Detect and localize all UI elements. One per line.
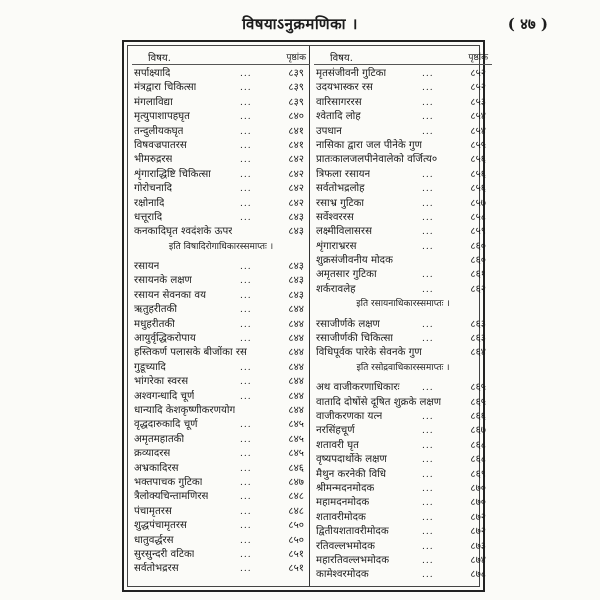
entry-title: अथ वाजीकरणाधिकारः (316, 382, 400, 394)
index-entry (132, 390, 310, 404)
index-entry (132, 534, 310, 548)
entry-title: धत्तूरादि (134, 211, 163, 223)
left-column (132, 48, 310, 577)
entry-page-number: ८५६ (470, 154, 486, 166)
index-entry (314, 168, 492, 182)
index-entry (314, 225, 492, 239)
entry-page-number: ८४३ (288, 275, 304, 287)
entry-page-number: ८५० (288, 520, 304, 532)
index-entry (314, 482, 492, 496)
entry-title: गोरोचनादि (134, 183, 172, 195)
entry-leader-dots: ... (240, 112, 252, 123)
entry-page-number: ८४१ (288, 139, 304, 151)
entry-page-number: ८५२ (470, 68, 486, 79)
entry-title: शतावरीमोदक (316, 511, 366, 523)
index-entry (132, 404, 310, 418)
entry-leader-dots: ... (422, 411, 434, 422)
entry-title: मैथुन करनेकी विधि (316, 468, 387, 480)
entry-page-number: ८४३ (288, 211, 304, 223)
entry-page-number: ८६९ (470, 468, 486, 480)
entry-leader-dots: ... (422, 184, 434, 195)
index-entry (314, 125, 492, 139)
entry-page-number: ८६७ (470, 425, 486, 437)
entry-title: प्रातःकालजलपीनेवालेको वर्जित्य० (316, 154, 438, 166)
entry-title: विधिपूर्वक पारेके सेवनके गुण (316, 347, 422, 359)
index-entry (314, 396, 492, 410)
entry-leader-dots: ... (240, 319, 252, 330)
entry-leader-dots: ... (240, 169, 252, 180)
entry-page-number: ८७० (470, 497, 486, 509)
entry-title: कनकादिघृत श्वदंशके ऊपर (134, 226, 233, 238)
section-end-text: इति विषादिरोगाधिकारस्समाप्तः । (168, 241, 274, 252)
entry-title: धातुवर्द्धरस (134, 534, 174, 546)
entry-page-number: ८४५ (288, 419, 304, 431)
index-entry (314, 346, 492, 360)
entry-page-number: ८५९ (470, 226, 486, 238)
entry-title: द्वितीयशतावरीमोदक (316, 526, 389, 538)
index-entry (314, 410, 492, 424)
entry-title: शतावरी घृत (316, 439, 359, 451)
entry-page-number: ८५१ (288, 548, 304, 560)
index-entry (132, 332, 310, 346)
entry-leader-dots: ... (422, 334, 434, 345)
entry-leader-dots: ... (422, 198, 434, 209)
index-entry (132, 447, 310, 461)
entry-leader-dots: ... (240, 140, 252, 151)
entry-title: सर्वतोभद्रलोह (316, 183, 365, 195)
index-entry (314, 424, 492, 438)
right-column (314, 48, 492, 583)
subject-header: विषय. (330, 53, 353, 64)
entry-title: भक्तपाचक गुटिका (134, 476, 203, 488)
entry-page-number: ८५६ (470, 183, 486, 195)
index-entry (132, 139, 310, 153)
entry-page-number: ८४२ (288, 197, 304, 209)
entry-page-number: ८४७ (288, 476, 304, 488)
entry-title: उदयभास्कर रस (316, 82, 373, 94)
entry-page-number: ८५७ (470, 197, 486, 209)
entry-leader-dots: ... (240, 212, 252, 223)
index-entry (314, 283, 492, 297)
entry-leader-dots: ... (422, 284, 434, 295)
entry-title: मंत्रद्वारा चिकित्सा (134, 82, 197, 94)
index-entry (132, 462, 310, 476)
entry-leader-dots: ... (240, 198, 252, 209)
index-entry (314, 81, 492, 95)
entry-title: मृत्युपाशापहघृत (134, 111, 190, 123)
column-header (314, 48, 492, 65)
entry-title: त्रिफला रसायन (316, 168, 371, 180)
entry-page-number: ८४८ (288, 505, 304, 517)
entry-leader-dots: ... (422, 469, 434, 480)
index-entry (132, 67, 310, 81)
entry-page-number: ८५४ (470, 111, 486, 123)
entry-page-number: ८६६ (470, 410, 486, 422)
entry-page-number: ८४० (288, 111, 304, 123)
entry-page-number: ८५० (288, 534, 304, 546)
entry-page-number: ८४५ (288, 448, 304, 460)
index-entry (314, 496, 492, 510)
column-header (132, 48, 310, 65)
entry-title: हस्तिकर्ण पलासके बीजोंका रस (134, 347, 247, 359)
entry-title: वातादि दोषोंसे दूषित शुक्रके लक्षण (316, 396, 442, 408)
entry-leader-dots: ... (240, 69, 252, 79)
entry-page-number: ८४३ (288, 226, 304, 238)
page-header (0, 14, 600, 36)
index-entry (314, 139, 492, 153)
index-entry (314, 240, 492, 254)
entry-title: सर्पाक्ष्यादि (134, 68, 171, 79)
section-end-text: इति रसायनाधिकारस्समाप्तः । (356, 299, 450, 310)
index-entry (132, 505, 310, 519)
entry-page-number: ८४४ (288, 304, 304, 316)
index-entry (132, 96, 310, 110)
index-entry (132, 548, 310, 562)
index-entry (132, 433, 310, 447)
index-entry (132, 110, 310, 124)
entry-title: महामदनमोदक (316, 497, 370, 509)
entry-leader-dots: ... (422, 527, 434, 538)
entry-page-number: ८६३ (470, 318, 486, 330)
entry-leader-dots: ... (240, 549, 252, 560)
index-entry (314, 511, 492, 525)
entry-title: लक्ष्मीविलासरस (316, 226, 372, 238)
entry-leader-dots: ... (422, 483, 434, 494)
index-table (122, 40, 488, 592)
entry-title: महारतिवल्लभमोदक (316, 554, 390, 566)
entry-title: सर्वेश्वररस (316, 211, 354, 223)
entry-page-number: ८६५ (470, 382, 486, 394)
index-entry (314, 211, 492, 225)
entry-page-number: ८६० (470, 255, 486, 267)
section-end-note (132, 240, 310, 254)
entry-title: मृतसंजीवनी गुटिका (316, 68, 387, 79)
entry-title: शृंगाराभ्ररस (316, 240, 357, 252)
index-entry (132, 476, 310, 490)
entry-leader-dots: ... (240, 126, 252, 137)
entry-page-number: ८४४ (288, 390, 304, 402)
index-entry (132, 375, 310, 389)
index-entry (132, 211, 310, 225)
entry-leader-dots: ... (422, 498, 434, 509)
entry-page-number: ८३९ (288, 96, 304, 108)
entry-title: वृष्यपदार्थोके लक्षण (316, 454, 387, 466)
index-entry (132, 153, 310, 167)
index-entry (314, 197, 492, 211)
entry-page-number: ८५८ (470, 211, 486, 223)
entry-page-number: ८५६ (470, 168, 486, 180)
entry-title: क्रव्यादरस (134, 448, 171, 460)
entry-leader-dots: ... (422, 512, 434, 523)
page-number: ( ४७ ) (507, 15, 548, 33)
entry-leader-dots: ... (240, 83, 252, 94)
entry-leader-dots: ... (422, 455, 434, 466)
index-entry (132, 361, 310, 375)
subject-header: विषय. (148, 53, 171, 64)
entry-page-number: ८४४ (288, 361, 304, 373)
index-entry (314, 96, 492, 110)
entry-leader-dots: ... (240, 305, 252, 316)
entry-leader-dots: ... (422, 570, 434, 581)
entry-title: रक्षोनादि (134, 197, 165, 209)
entry-title: वृद्धदारुकादि चूर्ण (134, 419, 198, 431)
entry-leader-dots: ... (240, 492, 252, 503)
entry-leader-dots: ... (240, 97, 252, 108)
entry-leader-dots: ... (422, 83, 434, 94)
entry-title: कामेश्वरमोदक (316, 569, 369, 581)
entry-page-number: ८५३ (470, 96, 486, 108)
index-entry (132, 318, 310, 332)
entry-title: अभ्रकादिरस (134, 462, 179, 474)
entry-page-number: ८६४ (470, 347, 486, 359)
entry-title: नरसिंहचूर्ण (316, 425, 355, 437)
entry-leader-dots: ... (240, 184, 252, 195)
index-entry (314, 439, 492, 453)
entry-page-number: ८५५ (470, 139, 486, 151)
entry-page-number: ८६८ (470, 454, 486, 466)
page-header-label: पृष्ठांक (468, 53, 488, 63)
entry-leader-dots: ... (422, 541, 434, 552)
entry-title: रसाजीर्णके लक्षण (316, 318, 380, 330)
entry-title: नासिका द्वारा जल पीनेके गुण (316, 139, 423, 151)
entry-page-number: ८४२ (288, 168, 304, 180)
page-title: विषयाऽनुक्रमणिका । (242, 15, 358, 33)
entry-leader-dots: ... (240, 362, 252, 373)
entry-page-number: ८४२ (288, 183, 304, 195)
entry-page-number: ८४८ (288, 491, 304, 503)
index-entry (314, 254, 492, 268)
entry-title: अमृतमहातकी (134, 433, 185, 445)
index-entry (314, 554, 492, 568)
index-entry (314, 568, 492, 582)
entry-leader-dots: ... (240, 420, 252, 431)
entry-page-number: ८४५ (288, 433, 304, 445)
entry-title: श्रीमन्मदनमोदक (316, 482, 375, 494)
index-entry (132, 168, 310, 182)
entry-title: श्वेतादि लोह (316, 111, 361, 123)
entry-leader-dots: ... (422, 426, 434, 437)
entry-leader-dots: ... (240, 334, 252, 345)
entry-page-number: ८६१ (470, 269, 486, 281)
index-entry (314, 182, 492, 196)
entry-title: वाजीकरणका यत्न (316, 410, 383, 422)
entry-page-number: ८४३ (288, 289, 304, 301)
section-end-note (314, 297, 492, 311)
index-entry (314, 540, 492, 554)
entry-title: तन्दुलीयकघृत (134, 125, 184, 137)
index-entry (132, 289, 310, 303)
entry-title: ऋतुहरीतकी (134, 304, 177, 316)
entry-page-number: ८४३ (288, 261, 304, 273)
index-entry (314, 381, 492, 395)
index-entry (132, 182, 310, 196)
entry-leader-dots: ... (422, 126, 434, 137)
entry-page-number: ८४१ (288, 125, 304, 137)
index-entry (132, 490, 310, 504)
entry-leader-dots: ... (240, 377, 252, 388)
entry-leader-dots: ... (240, 262, 252, 273)
entry-leader-dots: ... (422, 241, 434, 252)
entry-page-number: ८७८ (470, 569, 486, 581)
entry-leader-dots: ... (422, 227, 434, 238)
entry-title: त्रैलोक्यचिन्तामणिरस (134, 491, 209, 503)
index-entry (132, 125, 310, 139)
entry-title: वारिसागररस (316, 96, 362, 108)
entry-page-number: ८४४ (288, 347, 304, 359)
entry-leader-dots: ... (422, 440, 434, 451)
entry-leader-dots: ... (240, 564, 252, 575)
entry-title: मंगलाविद्या (134, 96, 173, 108)
index-entry (132, 418, 310, 432)
entry-page-number: ८४४ (288, 318, 304, 330)
entry-leader-dots: ... (240, 290, 252, 301)
entry-leader-dots: ... (240, 391, 252, 402)
entry-title: अमृतसार गुटिका (316, 269, 377, 281)
index-entry (132, 303, 310, 317)
entry-page-number: ८४२ (288, 154, 304, 166)
entry-page-number: ८६० (470, 240, 486, 252)
index-entry (132, 562, 310, 576)
index-entry (314, 318, 492, 332)
entry-title: शुद्धपंचामृतरस (134, 520, 187, 532)
index-entry (132, 519, 310, 533)
entry-leader-dots: ... (240, 506, 252, 517)
index-entry (132, 346, 310, 360)
entry-leader-dots: ... (240, 477, 252, 488)
entry-title: शुक्रसंजीवनीय मोदक (316, 255, 393, 267)
entry-page-number: ८५४ (470, 125, 486, 137)
entry-leader-dots: ... (422, 555, 434, 566)
entry-leader-dots: ... (422, 383, 434, 394)
index-entry (314, 268, 492, 282)
entry-page-number: ८५१ (288, 563, 304, 575)
entry-leader-dots: ... (422, 270, 434, 281)
entry-leader-dots: ... (240, 276, 252, 287)
entry-page-number: ८७२ (470, 526, 486, 538)
entry-title: रसाभ्र गुटिका (316, 197, 365, 209)
entry-title: आयुर्वृद्धिकरोपाय (134, 333, 196, 345)
entry-title: रसायनके लक्षण (134, 275, 192, 287)
entry-leader-dots: ... (422, 169, 434, 180)
entry-page-number: ८४६ (288, 462, 304, 474)
entry-page-number: ८६३ (470, 333, 486, 345)
page-header-label: पृष्ठांक (286, 53, 306, 63)
section-end-note (314, 361, 492, 375)
entry-title: उपधान (316, 125, 342, 137)
entry-leader-dots: ... (422, 319, 434, 330)
entry-page-number: ८७२ (470, 511, 486, 523)
entry-leader-dots: ... (422, 69, 434, 79)
entry-title: रसायन (134, 261, 160, 273)
entry-title: सर्वतोभद्ररस (134, 563, 179, 575)
index-entry (132, 81, 310, 95)
index-entry (314, 153, 492, 167)
entry-leader-dots: ... (240, 155, 252, 166)
index-entry (132, 260, 310, 274)
entry-leader-dots: ... (240, 449, 252, 460)
index-entry (314, 332, 492, 346)
index-entry (314, 67, 492, 81)
index-entry (314, 525, 492, 539)
entry-title: भीमरुद्ररस (134, 154, 173, 166)
entry-page-number: ८६८ (470, 439, 486, 451)
entry-title: भांगरेका स्वरस (134, 376, 189, 388)
entry-leader-dots: ... (240, 463, 252, 474)
entry-page-number: ८७४ (470, 554, 486, 566)
entry-title: शर्करावलेह (316, 283, 356, 295)
entry-page-number: ८६२ (470, 283, 486, 295)
entry-page-number: ८६५ (470, 396, 486, 408)
entry-title: विषवज्रपातरस (134, 139, 187, 151)
index-entry (314, 110, 492, 124)
entry-leader-dots: ... (240, 521, 252, 532)
entry-leader-dots: ... (240, 434, 252, 445)
entry-title: धान्यादि केशकृष्णीकरणयोग (134, 404, 236, 416)
entry-page-number: ८४४ (288, 376, 304, 388)
entry-leader-dots: ... (422, 212, 434, 223)
entry-page-number: ८३९ (288, 82, 304, 94)
entry-leader-dots: ... (422, 112, 434, 123)
entry-title: सुरसुन्दरी वटिका (134, 548, 195, 560)
section-end-text: इति रसोद्रवाधिकारस्समाप्तः । (356, 362, 450, 373)
entry-page-number: ८७० (470, 482, 486, 494)
index-entry (132, 225, 310, 239)
entry-title: रसाजीर्णकी चिकित्सा (316, 333, 393, 345)
entry-page-number: ८३९ (288, 68, 304, 79)
index-entry (132, 197, 310, 211)
table-inner-border (127, 45, 488, 587)
entry-title: रतिवल्लभमोदक (316, 540, 375, 552)
entry-leader-dots: ... (240, 535, 252, 546)
entry-title: शृंगाराद्धिष्टि चिकित्सा (134, 168, 211, 180)
entry-title: गुडूच्यादि (134, 361, 166, 373)
entry-page-number: ८७३ (470, 540, 486, 552)
entry-page-number: ८४४ (288, 333, 304, 345)
entry-title: रसायन सेवनका वय (134, 289, 206, 301)
entry-title: अश्वगन्धादि चूर्ण (134, 390, 195, 402)
entry-title: पंचामृतरस (134, 505, 172, 517)
entry-page-number: ८४४ (288, 404, 304, 416)
index-entry (314, 453, 492, 467)
entry-page-number: ८५२ (470, 82, 486, 94)
index-entry (132, 274, 310, 288)
entry-leader-dots: ... (422, 97, 434, 108)
entry-title: मधुहरीतकी (134, 318, 175, 330)
index-entry (314, 468, 492, 482)
